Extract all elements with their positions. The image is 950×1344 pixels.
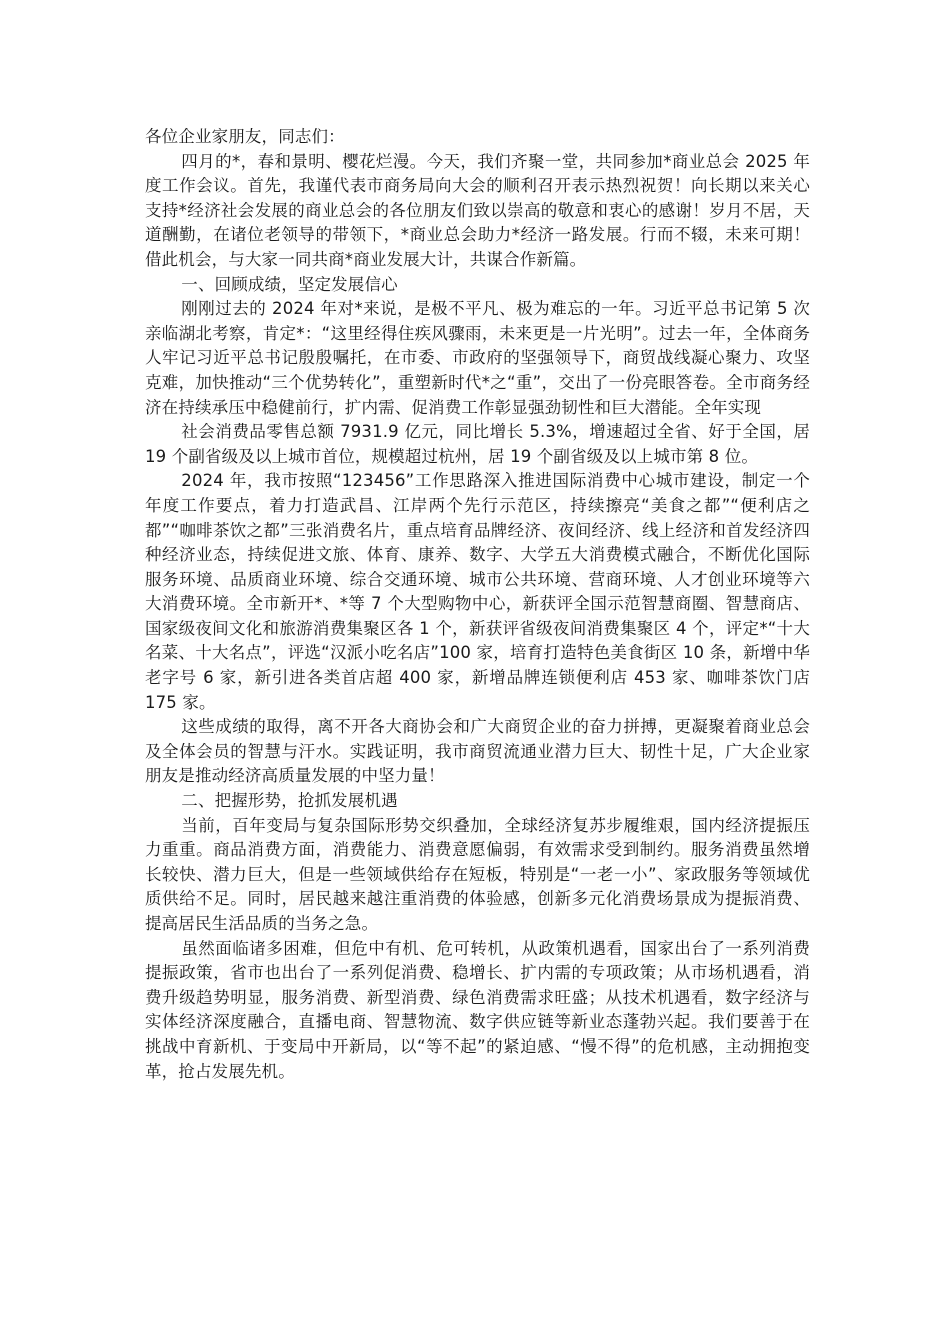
- paragraph-opportunities: 虽然面临诸多困难，但危中有机、危可转机，从政策机遇看，国家出台了一系列消费提振政策，省市也出台了一系列促消费、稳增长、扩内需的专项政策；从市场机遇看，消费升级趋势明显，服务消费、新型消费、绿色消费需求旺盛；从技术机遇看，数字经济与实体经济深度融合，直播电商、智慧物流、数字供应链等新业态蓬勃兴起。我们要善于在挑战中育新机、于变局中开新局，以“等不起”的紧迫感、“慢不得”的危机感，主动拥抱变革，抢占发展先机。: [145, 938, 810, 1081]
- paragraph-review-2024: 刚刚过去的 2024 年对*来说，是极不平凡、极为难忘的一年。习近平总书记第 5 次亲临湖北考察，肯定*：“这里经得住疾风骤雨，未来更是一片光明”。过去一年，全体商务人牢记习近平总书记殷殷嘱托，在市委、市政府的坚强领导下，商贸战线凝心聚力、攻坚克难，加快推动“三个优势转化”，重塑新时代*之“重”，交出了一份亮眼答卷。全市商务经济在持续承压中稳健前行，扩内需、促消费工作彰显强劲韧性和巨大潜能。全年实现: [145, 299, 810, 417]
- paragraph-opening: 四月的*，春和景明、樱花烂漫。今天，我们齐聚一堂，共同参加*商业总会 2025 年度工作会议。首先，我谨代表市商务局向大会的顺利召开表示热烈祝贺！向长期以来关心支持*经济社会发展的商业总会的各位朋友们致以崇高的敬意和衷心的感谢！岁月不居，天道酬勤，在诸位老领导的带领下，*商业总会助力*经济一路发展。行而不辍，未来可期！借此机会，与大家一同共商*商业发展大计，共谋合作新篇。: [145, 151, 810, 269]
- paragraph-achievements: 这些成绩的取得，离不开各大商协会和广大商贸企业的奋力拼搏，更凝聚着商业总会及全体会员的智慧与汗水。实践证明，我市商贸流通业潜力巨大、韧性十足，广大企业家朋友是推动经济高质量发展的中坚力量！: [145, 717, 810, 786]
- document-body: [145, 125, 810, 1084]
- paragraph-current-situation: 当前，百年变局与复杂国际形势交织叠加，全球经济复苏步履维艰，国内经济提振压力重重。商品消费方面，消费能力、消费意愿偏弱，有效需求受到制约。服务消费虽然增长较快、潜力巨大，但是一些领域供给存在短板，特别是“一老一小”、家政服务等领域优质供给不足。同时，居民越来越注重消费的体验感，创新多元化消费场景成为提振消费、提高居民生活品质的当务之急。: [145, 815, 810, 933]
- section-heading-1: 一、回顾成绩，坚定发展信心: [181, 274, 398, 294]
- greeting: 各位企业家朋友，同志们：: [145, 127, 345, 146]
- paragraph-consumption-center: 2024 年，我市按照“123456”工作思路深入推进国际消费中心城市建设，制定一个年度工作要点，着力打造武昌、江岸两个先行示范区，持续擦亮“美食之都”“便利店之都”“咖啡茶饮之都”三张消费名片，重点培育品牌经济、夜间经济、线上经济和首发经济四种经济业态，持续促进文旅、体育、康养、数字、大学五大消费模式融合，不断优化国际服务环境、品质商业环境、综合交通环境、城市公共环境、营商环境、人才创业环境等六大消费环境。全市新开*、*等 7 个大型购物中心，新获评全国示范智慧商圈、智慧商店、国家级夜间文化和旅游消费集聚区各 1 个，新获评省级夜间消费集聚区 4 个，评定*“十大名菜、十大名点”，评选“汉派小吃名店”100 家，培育打造特色美食街区 10 条，新增中华老字号 6 家，新引进各类首店超 400 家，新增品牌连锁便利店 453 家、咖啡茶饮门店 175 家。: [145, 471, 810, 712]
- paragraph-retail-sales: 社会消费品零售总额 7931.9 亿元，同比增长 5.3%，增速超过全省、好于全国，居 19 个副省级及以上城市首位，规模超过杭州，居 19 个副省级及以上城市第 8 位。: [145, 422, 810, 466]
- section-heading-2: 二、把握形势，抢抓发展机遇: [181, 791, 398, 811]
